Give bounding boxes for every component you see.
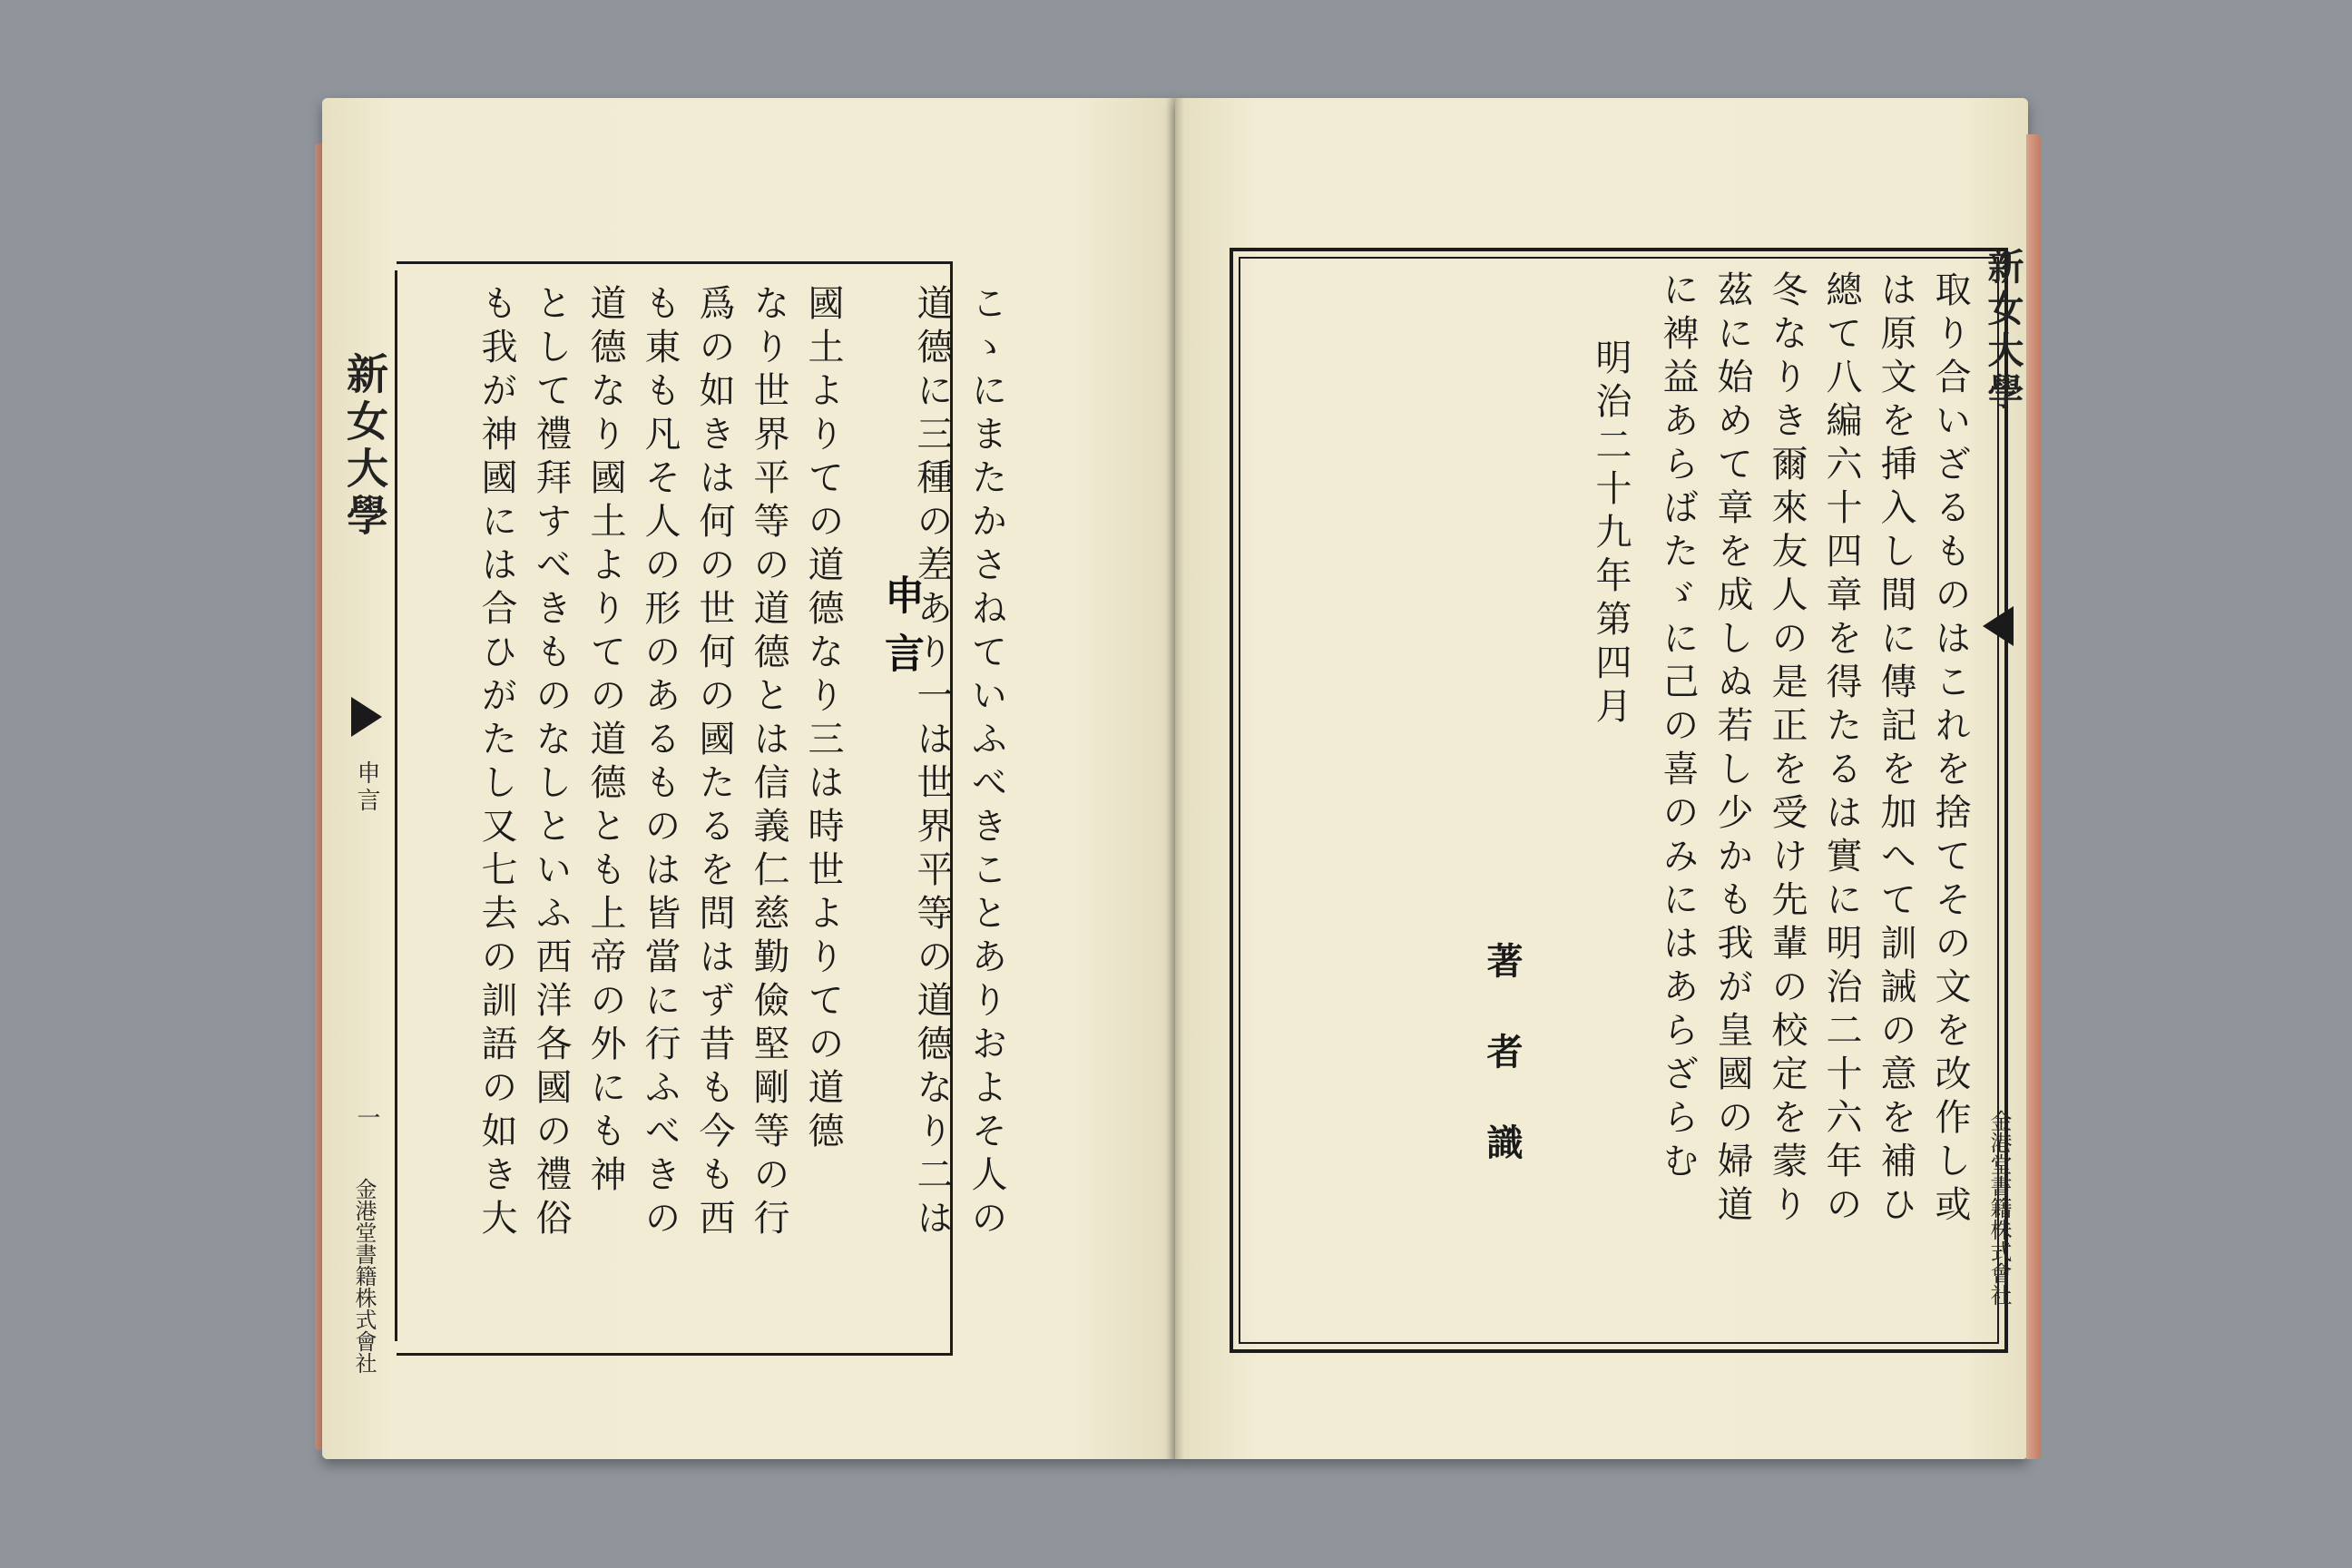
left-col-2: 道德に三種の差あり一は世界平等の道德なり二は bbox=[911, 284, 953, 1242]
right-col-2: は原文を挿入し間に傳記を加へて訓誡の意を補ひ bbox=[1875, 270, 1916, 1229]
side-publisher: 金港堂書籍株式會社 bbox=[351, 1178, 377, 1374]
left-page-margin-column bbox=[340, 270, 397, 1374]
right-col-4: 冬なりき爾來友人の是正を受け先輩の校定を蒙り bbox=[1766, 270, 1808, 1229]
left-col-8: として禮拜すべきものなしといふ西洋各國の禮俗 bbox=[530, 284, 572, 1242]
signature: 著者識 bbox=[1481, 942, 1524, 1214]
right-fishtail-mark bbox=[1983, 606, 2014, 646]
date-line: 明治二十九年第四月 bbox=[1590, 338, 1632, 730]
left-col-1: こゝにまたかさねていふべきことありおよそ人の bbox=[965, 284, 1007, 1242]
right-side-publisher: 金港堂書籍株式會社 bbox=[1986, 1110, 2012, 1306]
fishtail-mark bbox=[351, 697, 382, 737]
side-page-number: 一 bbox=[353, 1105, 380, 1132]
book-gutter bbox=[1166, 98, 1184, 1459]
left-col-9: も我が神國には合ひがたし又七去の訓語の如き大 bbox=[475, 284, 517, 1242]
section-heading: 申言 bbox=[877, 574, 924, 691]
right-side-title: 新女大學 bbox=[1982, 248, 2024, 415]
left-col-5: 爲の如きは何の世何の國たるを問はず昔も今も西 bbox=[693, 284, 735, 1242]
right-col-1: 取り合いざるものはこれを捨てその文を改作し或 bbox=[1929, 270, 1971, 1229]
left-col-3: 國土よりての道德なり三は時世よりての道德 bbox=[802, 284, 844, 1155]
book-edge-right bbox=[2026, 134, 2041, 1459]
right-col-6: に裨益あらばたゞに己の喜のみにはあらざらむ bbox=[1657, 270, 1699, 1185]
left-page bbox=[322, 98, 1175, 1459]
open-book bbox=[322, 98, 2028, 1473]
side-section: 申言 bbox=[353, 760, 380, 815]
left-col-6: も東も凡そ人の形のあるものは皆當に行ふべきの bbox=[639, 284, 681, 1242]
left-col-7: 道德なり國土よりての道德とも上帝の外にも神 bbox=[584, 284, 626, 1199]
side-title: 新女大學 bbox=[340, 352, 389, 541]
right-col-5: 茲に始めて章を成しぬ若し少かも我が皇國の婦道 bbox=[1711, 270, 1753, 1229]
right-col-3: 總て八編六十四章を得たるは實に明治二十六年の bbox=[1820, 270, 1862, 1229]
left-col-4: なり世界平等の道德とは信義仁慈勤儉堅剛等の行 bbox=[748, 284, 789, 1242]
right-page-margin-column bbox=[1982, 248, 2024, 1355]
